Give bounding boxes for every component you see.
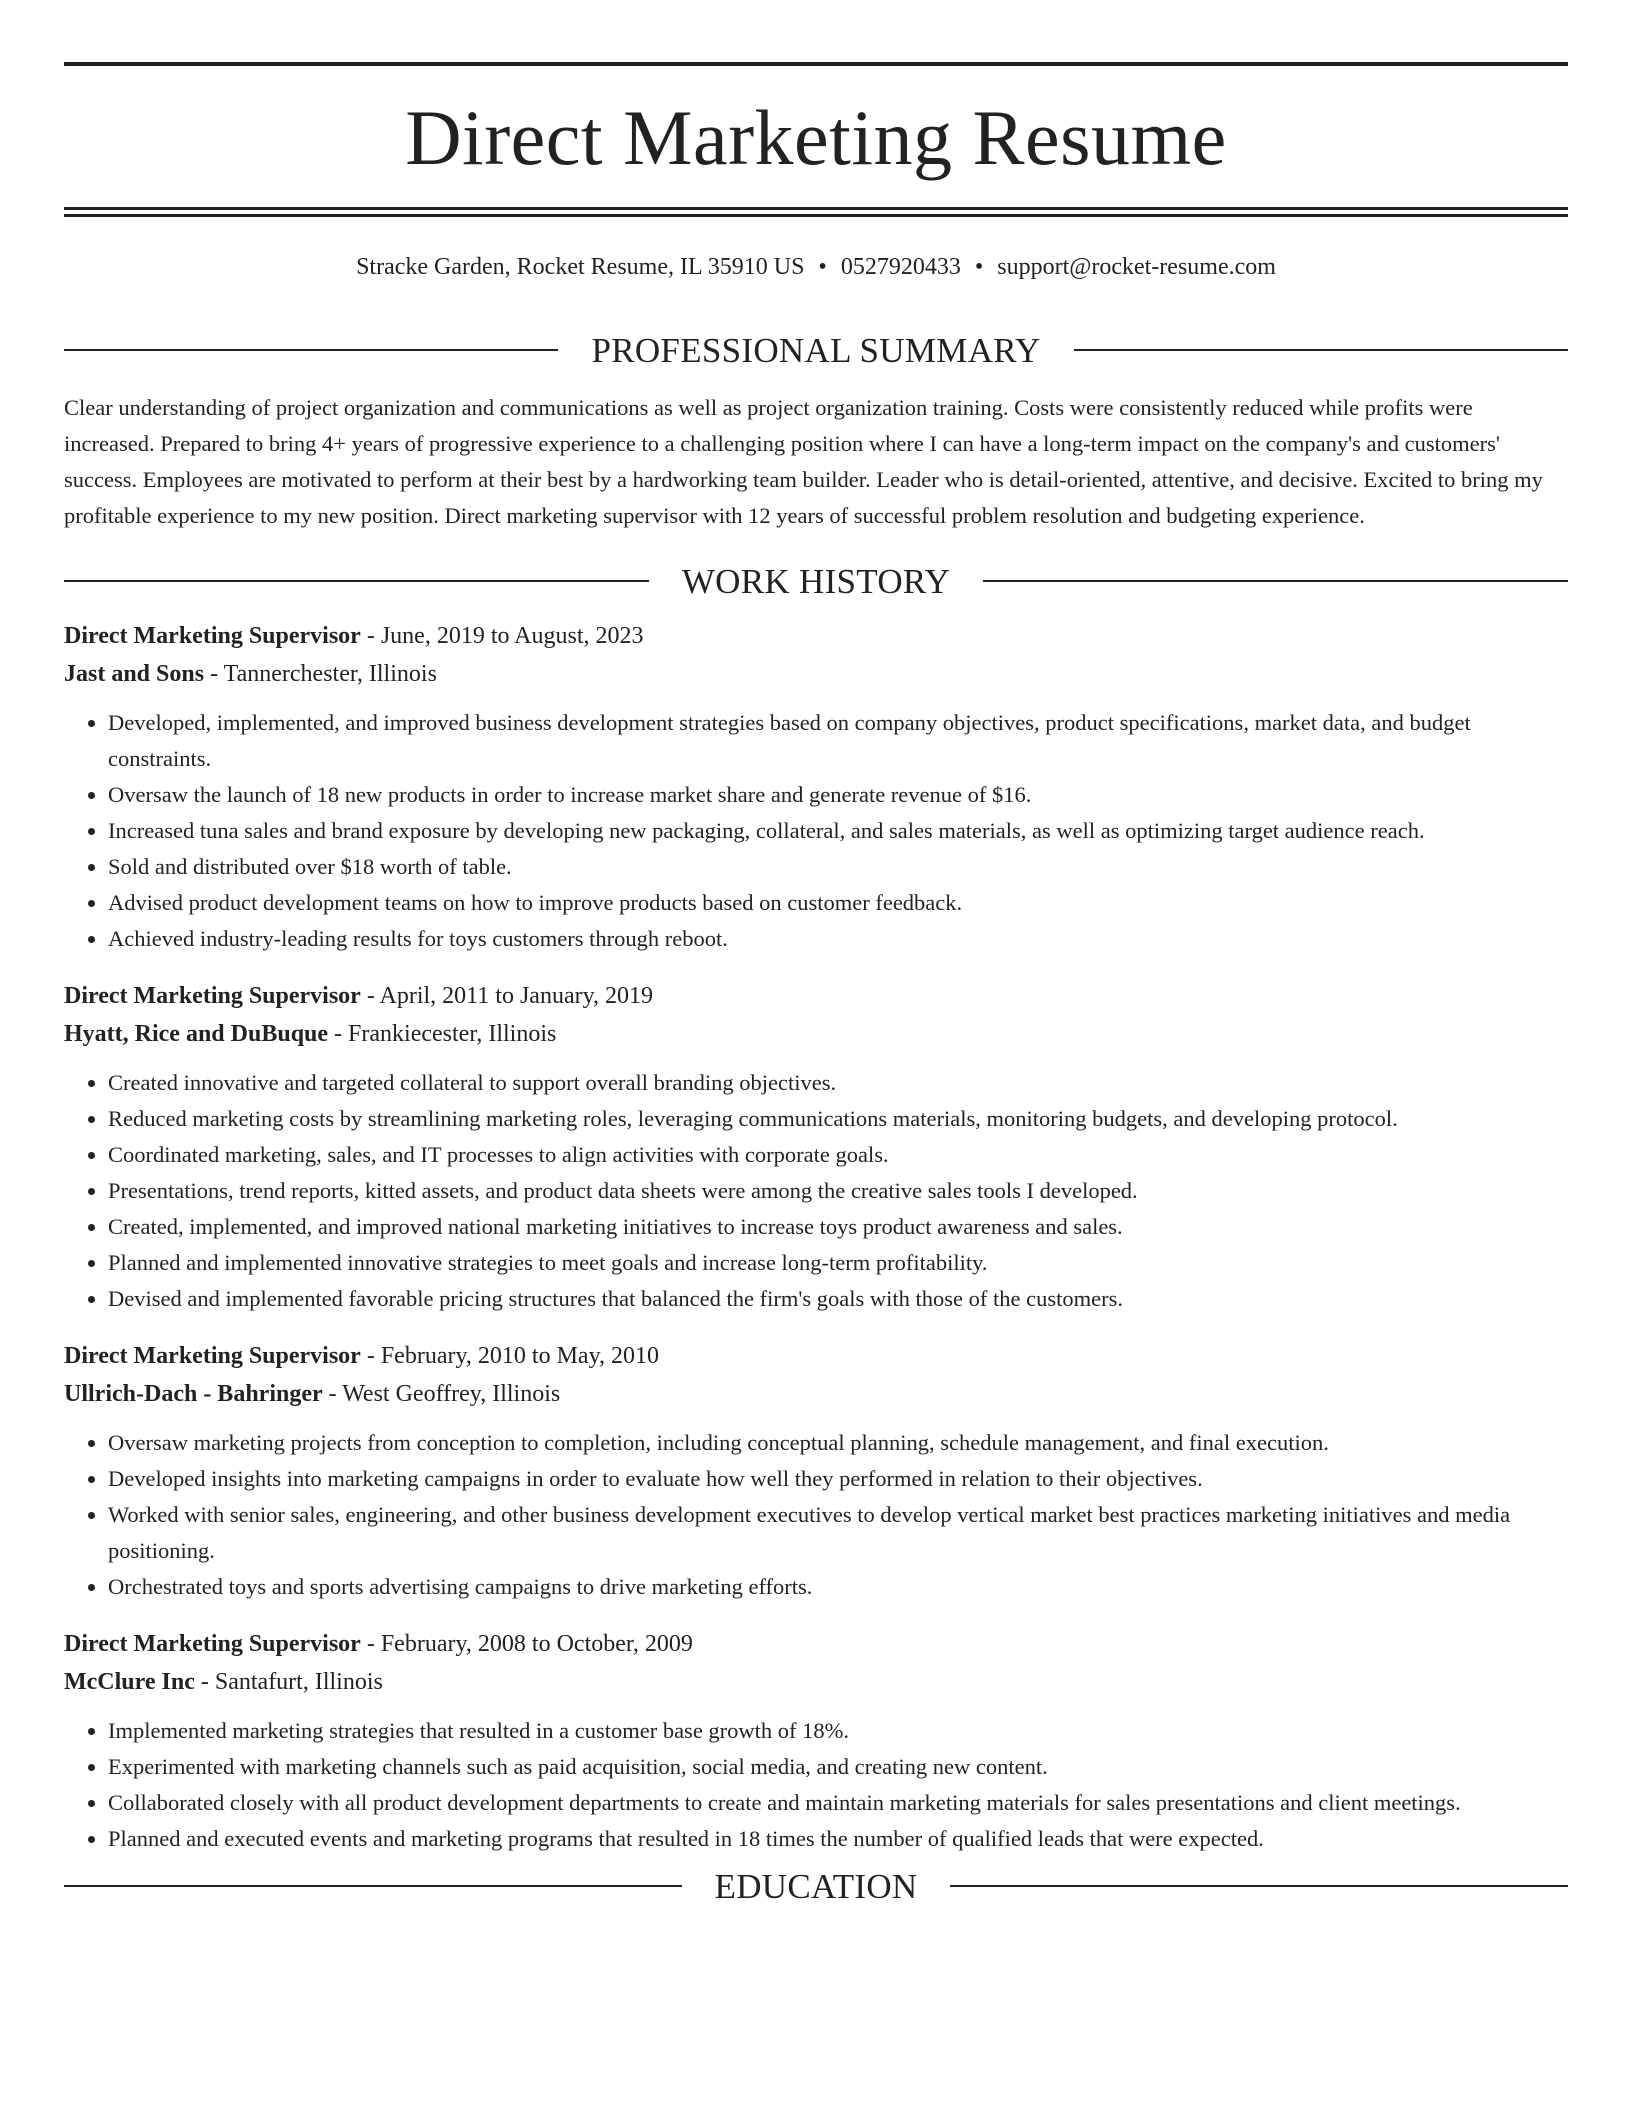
job-duties-list bbox=[64, 1065, 1568, 1317]
job-duty-item: • Collaborated closely with all product development departments to create and maintain marketing materials for sales presentations and client meetings. bbox=[108, 1785, 1568, 1821]
job-duties-list bbox=[64, 705, 1568, 957]
job-duty-item: • Created, implemented, and improved national marketing initiatives to increase toys product awareness and sales. bbox=[108, 1209, 1568, 1245]
job-title: Direct Marketing Supervisor bbox=[64, 1342, 361, 1369]
job-title-line bbox=[64, 977, 1568, 1015]
job-duty-item: • Coordinated marketing, sales, and IT processes to align activities with corporate goals. bbox=[108, 1137, 1568, 1173]
job-company: McClure Inc bbox=[64, 1668, 195, 1695]
top-rule bbox=[64, 62, 1568, 66]
job-title: Direct Marketing Supervisor bbox=[64, 982, 361, 1009]
education-heading bbox=[64, 1866, 1568, 1906]
job-duty-item: • Created innovative and targeted collateral to support overall branding objectives. bbox=[108, 1065, 1568, 1101]
job-title-line bbox=[64, 617, 1568, 655]
job-duty-item: • Reduced marketing costs by streamlining marketing roles, leveraging communications materials, monitoring budgets, and developing protocol. bbox=[108, 1101, 1568, 1137]
job-duty-item: • Devised and implemented favorable pricing structures that balanced the firm's goals with those of the customers. bbox=[108, 1281, 1568, 1317]
job-company: Jast and Sons bbox=[64, 660, 205, 687]
job-duty-item: • Orchestrated toys and sports advertising campaigns to drive marketing efforts. bbox=[108, 1569, 1568, 1605]
job-company-line bbox=[64, 1663, 1568, 1701]
summary-heading bbox=[64, 330, 1568, 370]
contact-separator: • bbox=[818, 254, 827, 280]
resume-page bbox=[64, 0, 1568, 1904]
job-duty-item: • Planned and executed events and marketing programs that resulted in 18 times the number of qualified leads that were expected. bbox=[108, 1821, 1568, 1857]
job-entry bbox=[64, 977, 1568, 1317]
education-heading-text: EDUCATION bbox=[714, 1866, 918, 1906]
job-duty-item: • Presentations, trend reports, kitted assets, and product data sheets were among the creative sales tools I developed. bbox=[108, 1173, 1568, 1209]
job-duty-item: • Planned and implemented innovative strategies to meet goals and increase long-term profitability. bbox=[108, 1245, 1568, 1281]
job-duty-item: • Oversaw the launch of 18 new products in order to increase market share and generate revenue of $16. bbox=[108, 777, 1568, 813]
job-location: - Tannerchester, Illinois bbox=[204, 660, 437, 687]
resume-title: Direct Marketing Resume bbox=[405, 94, 1227, 181]
title-double-rule bbox=[64, 207, 1568, 217]
job-company-line bbox=[64, 655, 1568, 693]
job-title-line bbox=[64, 1625, 1568, 1663]
job-duty-item: • Achieved industry-leading results for toys customers through reboot. bbox=[108, 921, 1568, 957]
contact-separator: • bbox=[974, 254, 984, 280]
contact-address: Stracke Garden, Rocket Resume, IL 35910 US bbox=[356, 254, 805, 280]
job-company: Ullrich-Dach - Bahringer bbox=[64, 1380, 323, 1407]
job-duty-item: • Developed insights into marketing campaigns in order to evaluate how well they performed in relation to their objectives. bbox=[108, 1461, 1568, 1497]
job-title: Direct Marketing Supervisor bbox=[64, 622, 361, 649]
work-history-heading-text: WORK HISTORY bbox=[681, 561, 951, 601]
job-duty-item: • Experimented with marketing channels such as paid acquisition, social media, and creating new content. bbox=[108, 1749, 1568, 1785]
work-history-heading bbox=[64, 561, 1568, 601]
job-company-line bbox=[64, 1375, 1568, 1413]
job-duty-item: • Implemented marketing strategies that resulted in a customer base growth of 18%. bbox=[108, 1713, 1568, 1749]
job-location: - Frankiecester, Illinois bbox=[328, 1020, 557, 1047]
job-entry bbox=[64, 1337, 1568, 1605]
job-dates: - April, 2011 to January, 2019 bbox=[360, 982, 654, 1009]
job-company-line bbox=[64, 1015, 1568, 1053]
job-entry bbox=[64, 617, 1568, 957]
job-duties-list bbox=[64, 1713, 1568, 1857]
job-title: Direct Marketing Supervisor bbox=[64, 1630, 361, 1657]
job-duty-item: • Advised product development teams on how to improve products based on customer feedback. bbox=[108, 885, 1568, 921]
job-location: - West Geoffrey, Illinois bbox=[322, 1380, 561, 1407]
job-dates: - June, 2019 to August, 2023 bbox=[360, 622, 644, 649]
job-duty-item: • Worked with senior sales, engineering, and other business development executives to develop vertical market best practices marketing initiatives and media positioning. bbox=[108, 1497, 1568, 1569]
contact-line bbox=[64, 253, 1568, 282]
job-duty-item: • Increased tuna sales and brand exposure by developing new packaging, collateral, and sales materials, as well as optimizing target audience reach. bbox=[108, 813, 1568, 849]
job-duty-item: • Sold and distributed over $18 worth of table. bbox=[108, 849, 1568, 885]
job-company: Hyatt, Rice and DuBuque bbox=[64, 1020, 329, 1047]
job-duty-item: • Oversaw marketing projects from conception to completion, including conceptual planning, schedule management, and final execution. bbox=[108, 1425, 1568, 1461]
summary-text: Clear understanding of project organization and communications as well as project organization training. Costs were consistently reduced while profits were increased. Prepared to bring 4+ years of progressive experience to a challenging position where I can have a long-term impact on the company's and customers' success. Employees are motivated to perform at their best by a hardworking team builder. Leader who is detail-oriented, attentive, and decisive. Excited to bring my profitable experience to my new position. Direct marketing supervisor with 12 years of successful problem resolution and budgeting experience. bbox=[64, 394, 1543, 528]
contact-phone: 0527920433 bbox=[840, 254, 961, 280]
job-location: - Santafurt, Illinois bbox=[194, 1668, 383, 1695]
job-dates: - February, 2008 to October, 2009 bbox=[360, 1630, 693, 1657]
summary-heading-text: PROFESSIONAL SUMMARY bbox=[591, 330, 1041, 370]
job-duty-item: • Developed, implemented, and improved business development strategies based on company objectives, product specifications, market data, and budget constraints. bbox=[108, 705, 1568, 777]
job-title-line bbox=[64, 1337, 1568, 1375]
work-history-list bbox=[64, 617, 1568, 1857]
job-entry bbox=[64, 1625, 1568, 1857]
job-dates: - February, 2010 to May, 2010 bbox=[360, 1342, 660, 1369]
contact-email: support@rocket-resume.com bbox=[997, 254, 1276, 280]
job-duties-list bbox=[64, 1425, 1568, 1605]
